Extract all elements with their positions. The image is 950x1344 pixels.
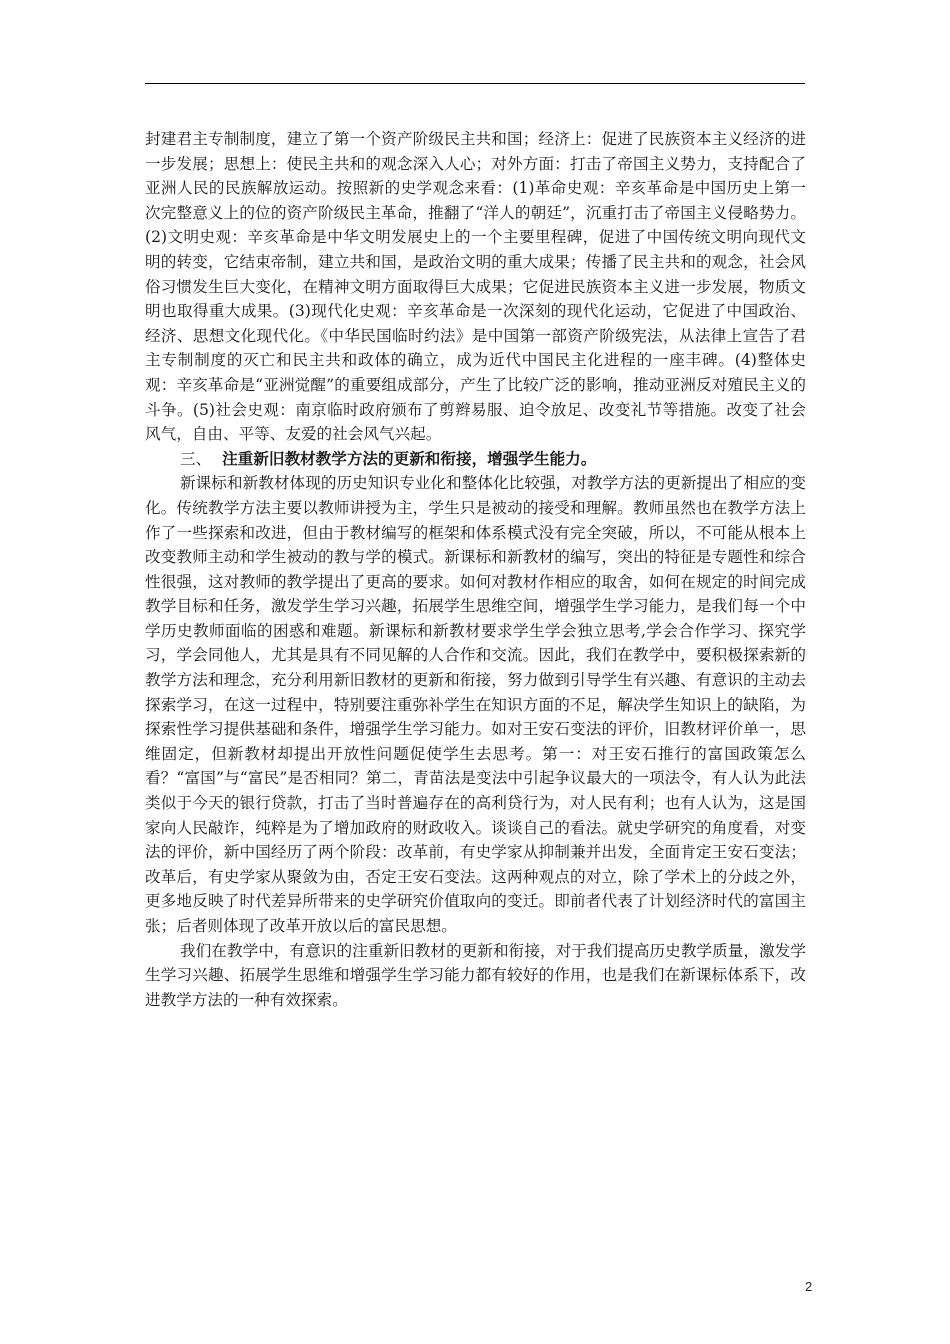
section-heading-number: 三、 [180,449,212,468]
body-text [145,127,806,1012]
page-number: 2 [805,1279,813,1294]
paragraph-teaching-methods: 新课标和新教材体现的历史知识专业化和整体化比较强，对教学方法的更新提出了相应的变化。传统教学方法主要以教师讲授为主，学生只是被动的接受和理解。教师虽然也在教学方法上作了一些探索和改进，但由于教材编写的框架和体系模式没有完全突破，所以，不可能从根本上改变教师主动和学生被动的教与学的模式。新课标和新教材的编写，突出的特征是专题性和综合性很强，这对教师的教学提出了更高的要求。如何对教材作相应的取舍，如何在规定的时间完成教学目标和任务，激发学生学习兴趣，拓展学生思维空间，增强学生学习能力，是我们每一个中学历史教师面临的困惑和难题。新课标和新教材要求学生学会独立思考,学会合作学习、探究学习，学会同他人，尤其是具有不同见解的人合作和交流。因此，我们在教学中，要积极探索新的教学方法和理念，充分利用新旧教材的更新和衔接，努力做到引导学生有兴趣、有意识的主动去探索学习，在这一过程中，特别要注重弥补学生在知识方面的不足，解决学生知识上的缺陷，为探索性学习提供基础和条件，增强学生学习能力。如对王安石变法的评价，旧教材评价单一，思维固定，但新教材却提出开放性问题促使学生去思考。第一：对王安石推行的富国政策怎么看？“富国”与“富民”是否相同？第二，青苗法是变法中引起争议最大的一项法令，有人认为此法类似于今天的银行贷款，打击了当时普遍存在的高利贷行为，对人民有利；也有人认为，这是国家向人民敲诈，纯粹是为了增加政府的财政收入。谈谈自己的看法。就史学研究的角度看，对变法的评价，新中国经历了两个阶段：改革前，有史学家从抑制兼并出发，全面肯定王安石变法；改革后，有史学家从聚敛为由，否定王安石变法。这两种观点的对立，除了学术上的分歧之外，更多地反映了时代差异所带来的史学研究价值取向的变迁。即前者代表了计划经济时代的富国主张；后者则体现了改革开放以后的富民思想。 [145,474,806,935]
section-heading [145,447,806,472]
header-rule [145,83,805,84]
paragraph-continuation: 封建君主专制制度，建立了第一个资产阶级民主共和国；经济上：促进了民族资本主义经济的进一步发展；思想上：使民主共和的观念深入人心；对外方面：打击了帝国主义势力，支持配合了亚洲人民的民族解放运动。按照新的史学观念来看：(1)革命史观：辛亥革命是中国历史上第一次完整意义上的位的资产阶级民主革命，推翻了“洋人的朝廷”，沉重打击了帝国主义侵略势力。(2)文明史观：辛亥革命是中华文明发展史上的一个主要里程碑，促进了中国传统文明向现代文明的转变，它结束帝制，建立共和国，是政治文明的重大成果；传播了民主共和的观念，社会风俗习惯发生巨大变化，在精神文明方面取得巨大成果；它促进民族资本主义进一步发展，物质文明也取得重大成果。(3)现代化史观：辛亥革命是一次深刻的现代化运动，它促进了中国政治、经济、思想文化现代化。《中华民国临时约法》是中国第一部资产阶级宪法，从法律上宣告了君主专制制度的灭亡和民主共和政体的确立，成为近代中国民主化进程的一座丰碑。(4)整体史观：辛亥革命是“亚洲觉醒”的重要组成部分，产生了比较广泛的影响，推动亚洲反对殖民主义的斗争。(5)社会史观：南京临时政府颁布了剪辫易服、迫令放足、改变礼节等措施。改变了社会风气，自由、平等、友爱的社会风气兴起。 [145,130,806,444]
paragraph-conclusion: 我们在教学中，有意识的注重新旧教材的更新和衔接，对于我们提高历史教学质量，激发学生学习兴趣、拓展学生思维和增强学生学习能力都有较好的作用，也是我们在新课标体系下，改进教学方法的一种有效探索。 [145,941,806,1009]
section-heading-text: 注重新旧教材教学方法的更新和衔接，增强学生能力。 [222,448,597,468]
